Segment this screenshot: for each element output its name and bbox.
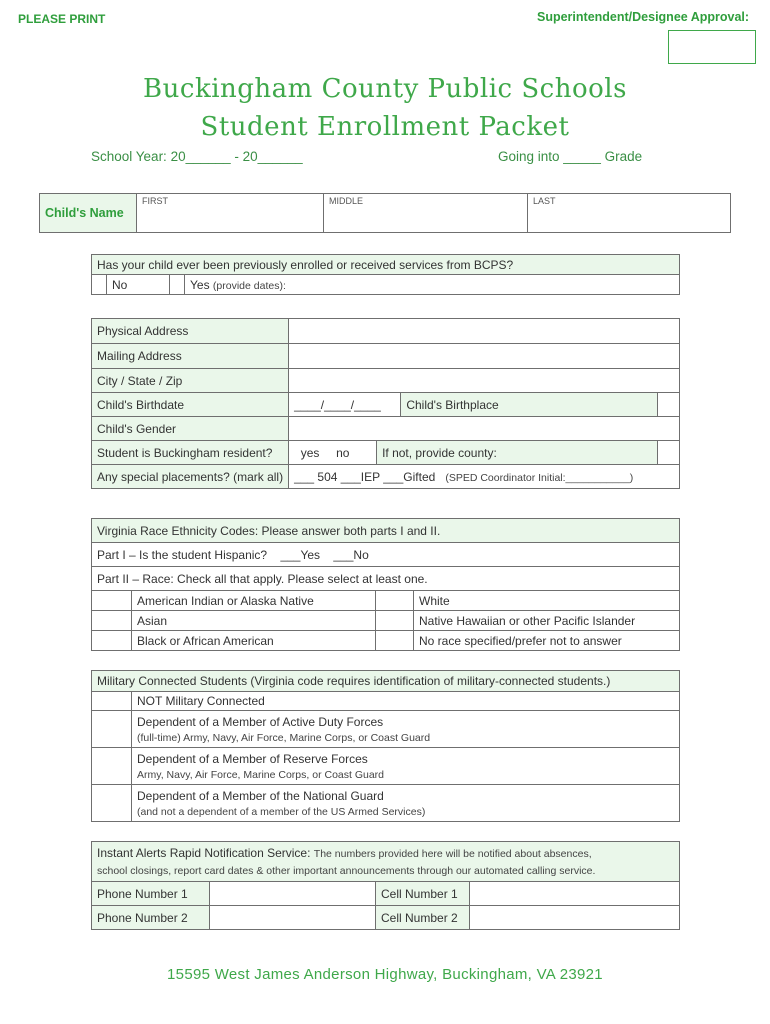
approval-box[interactable] bbox=[668, 30, 756, 64]
military-table bbox=[91, 670, 680, 822]
resident-options[interactable] bbox=[289, 441, 377, 465]
gender-field[interactable] bbox=[289, 417, 680, 441]
national-guard-option bbox=[132, 785, 680, 822]
race-checkbox[interactable] bbox=[92, 611, 132, 631]
special-placements-field[interactable] bbox=[289, 465, 680, 489]
physical-address-field[interactable] bbox=[289, 319, 680, 344]
alerts-desc2: school closings, report card dates & other important announcements through our automated calling service. bbox=[97, 864, 596, 877]
last-name-field[interactable] bbox=[528, 194, 731, 233]
military-checkbox[interactable] bbox=[92, 711, 132, 748]
cell2-field[interactable] bbox=[470, 906, 680, 930]
resident-yes[interactable]: yes bbox=[300, 445, 320, 460]
last-name-caption: LAST bbox=[533, 196, 556, 206]
packet-title: Student Enrollment Packet bbox=[200, 112, 570, 142]
grade-field[interactable]: Going into _____ Grade bbox=[498, 149, 643, 164]
cell1-field[interactable] bbox=[470, 882, 680, 906]
race-option: White bbox=[414, 591, 680, 611]
active-duty-note: (full-time) Army, Navy, Air Force, Marine Corps, or Coast Guard bbox=[137, 731, 431, 744]
child-name-label: Child's Name bbox=[40, 194, 137, 233]
school-title: Buckingham County Public Schools bbox=[143, 74, 627, 104]
city-state-zip-label: City / State / Zip bbox=[92, 369, 289, 393]
reserve-option bbox=[132, 748, 680, 785]
previous-enrollment-table bbox=[91, 254, 680, 295]
special-placements-label: Any special placements? (mark all) bbox=[92, 465, 289, 489]
phone1-label: Phone Number 1 bbox=[92, 882, 210, 906]
active-duty-option bbox=[132, 711, 680, 748]
resident-label: Student is Buckingham resident? bbox=[92, 441, 289, 465]
child-name-table bbox=[39, 193, 731, 233]
physical-address-label: Physical Address bbox=[92, 319, 289, 344]
military-checkbox[interactable] bbox=[92, 785, 132, 822]
middle-name-field[interactable] bbox=[324, 194, 528, 233]
race-header: Virginia Race Ethnicity Codes: Please answer both parts I and II. bbox=[92, 519, 680, 543]
military-header: Military Connected Students (Virginia code requires identification of military-connected students.) bbox=[92, 671, 680, 692]
national-guard-label: Dependent of a Member of the National Guard bbox=[137, 788, 384, 803]
part1-question: Part I – Is the student Hispanic? bbox=[97, 547, 268, 562]
hispanic-yes[interactable]: ___Yes bbox=[280, 547, 321, 562]
alerts-table bbox=[91, 841, 680, 930]
first-name-field[interactable] bbox=[137, 194, 324, 233]
race-checkbox[interactable] bbox=[376, 611, 414, 631]
approval-label: Superintendent/Designee Approval: bbox=[537, 10, 750, 24]
county-label: If not, provide county: bbox=[377, 441, 658, 465]
national-guard-note: (and not a dependent of a member of the US Armed Services) bbox=[137, 805, 426, 818]
reserve-note: Army, Navy, Air Force, Marine Corps, or Coast Guard bbox=[137, 768, 385, 781]
sped-initial-note: (SPED Coordinator Initial:___________) bbox=[445, 471, 634, 484]
yes-label[interactable] bbox=[185, 275, 680, 295]
part1-row bbox=[92, 543, 680, 567]
yes-note: (provide dates): bbox=[212, 279, 286, 292]
alerts-desc1: The numbers provided here will be notified about absences, bbox=[313, 847, 592, 860]
no-label: No bbox=[107, 275, 170, 295]
race-table bbox=[91, 518, 680, 651]
yes-checkbox[interactable] bbox=[170, 275, 185, 295]
military-checkbox[interactable] bbox=[92, 692, 132, 711]
first-name-caption: FIRST bbox=[142, 196, 168, 206]
race-checkbox[interactable] bbox=[376, 631, 414, 651]
mailing-address-label: Mailing Address bbox=[92, 344, 289, 369]
active-duty-label: Dependent of a Member of Active Duty Forces bbox=[137, 714, 384, 729]
cell2-label: Cell Number 2 bbox=[376, 906, 470, 930]
phone1-field[interactable] bbox=[210, 882, 376, 906]
phone2-label: Phone Number 2 bbox=[92, 906, 210, 930]
birthplace-label: Child's Birthplace bbox=[401, 393, 658, 417]
race-option: American Indian or Alaska Native bbox=[132, 591, 376, 611]
gender-label: Child's Gender bbox=[92, 417, 289, 441]
hispanic-no[interactable]: ___No bbox=[333, 547, 369, 562]
phone2-field[interactable] bbox=[210, 906, 376, 930]
race-checkbox[interactable] bbox=[92, 591, 132, 611]
special-options[interactable]: ___ 504 ___IEP ___Gifted bbox=[294, 469, 436, 484]
race-option: No race specified/prefer not to answer bbox=[414, 631, 680, 651]
yes-text: Yes bbox=[190, 277, 210, 292]
part2-instructions: Part II – Race: Check all that apply. Please select at least one. bbox=[92, 567, 680, 591]
middle-name-caption: MIDDLE bbox=[329, 196, 364, 206]
address-table bbox=[91, 318, 680, 489]
cell1-label: Cell Number 1 bbox=[376, 882, 470, 906]
military-checkbox[interactable] bbox=[92, 748, 132, 785]
school-year-field[interactable]: School Year: 20______ - 20______ bbox=[91, 149, 303, 164]
resident-no[interactable]: no bbox=[336, 445, 350, 460]
birthdate-label: Child's Birthdate bbox=[92, 393, 289, 417]
birthplace-field[interactable] bbox=[658, 393, 680, 417]
mailing-address-field[interactable] bbox=[289, 344, 680, 369]
race-option: Asian bbox=[132, 611, 376, 631]
reserve-label: Dependent of a Member of Reserve Forces bbox=[137, 751, 368, 766]
birthdate-field[interactable]: ____/____/____ bbox=[289, 393, 401, 417]
race-option: Native Hawaiian or other Pacific Islander bbox=[414, 611, 680, 631]
footer-address: 15595 West James Anderson Highway, Buckingham, VA 23921 bbox=[167, 966, 603, 983]
not-military-option: NOT Military Connected bbox=[132, 692, 680, 711]
alerts-header bbox=[92, 842, 680, 882]
city-state-zip-field[interactable] bbox=[289, 369, 680, 393]
race-option: Black or African American bbox=[132, 631, 376, 651]
race-checkbox[interactable] bbox=[92, 631, 132, 651]
race-checkbox[interactable] bbox=[376, 591, 414, 611]
no-checkbox[interactable] bbox=[92, 275, 107, 295]
please-print-label: PLEASE PRINT bbox=[18, 12, 106, 26]
previous-enrollment-question: Has your child ever been previously enrolled or received services from BCPS? bbox=[92, 255, 680, 275]
alerts-title: Instant Alerts Rapid Notification Service: bbox=[97, 845, 311, 860]
county-field[interactable] bbox=[658, 441, 680, 465]
